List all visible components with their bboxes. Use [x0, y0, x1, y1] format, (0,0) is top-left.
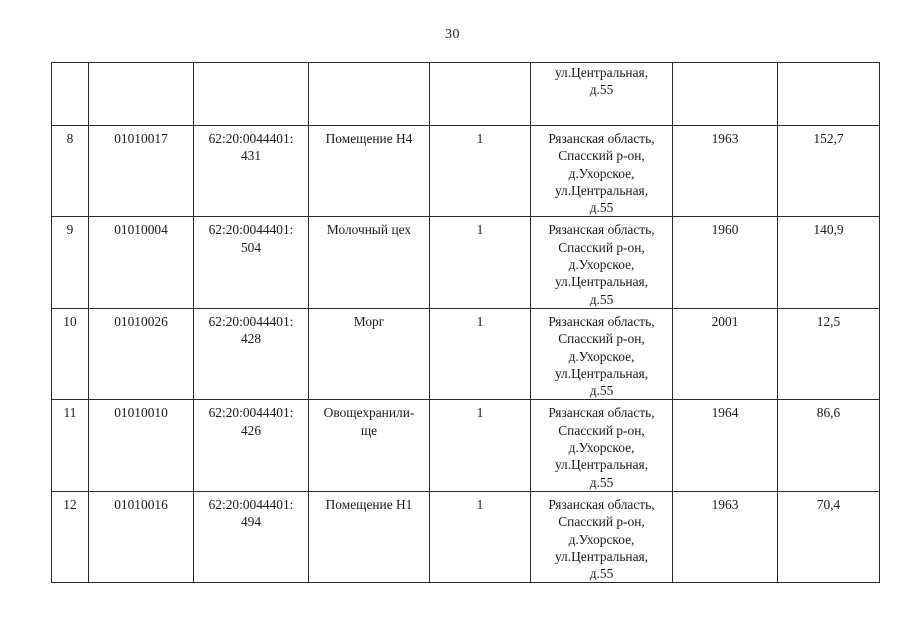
cadastral-number-line: 62:20:0044401:: [208, 496, 294, 512]
cell-quantity: [430, 63, 531, 126]
cell-object-name: [309, 308, 430, 399]
cell-year: 2001: [673, 308, 778, 399]
cell-cadastral-number: [194, 126, 309, 217]
table-row: [52, 126, 880, 217]
address-line: Спасский р-он,: [558, 331, 645, 347]
cell-year: [673, 63, 778, 126]
address-line: ул.Центральная,: [554, 65, 649, 80]
address-line: Рязанская область,: [548, 222, 655, 238]
cell-quantity: 1: [430, 400, 531, 491]
object-name-line: Молочный цех: [326, 222, 412, 238]
cell-address: [531, 308, 673, 399]
object-name-line: Помещение Н4: [325, 131, 413, 146]
cell-area: 86,6: [778, 400, 880, 491]
cell-address: [531, 217, 673, 308]
address-line: ул.Центральная,: [554, 457, 649, 473]
address-line: д.Ухорское,: [568, 348, 635, 364]
address-line: Рязанская область,: [548, 131, 655, 146]
cell-object-name: [309, 491, 430, 582]
cell-cadastral-number: [194, 308, 309, 399]
cell-inventory-number: 01010016: [89, 491, 194, 582]
object-name-line: ще: [360, 422, 378, 438]
cadastral-number-line: 62:20:0044401:: [208, 222, 294, 238]
address-line: Спасский р-он,: [558, 514, 645, 530]
address-line: д.55: [589, 383, 614, 399]
cell-number: 8: [52, 126, 89, 217]
address-line: д.55: [589, 566, 614, 582]
cell-area: 152,7: [778, 126, 880, 217]
address-line: д.Ухорское,: [568, 257, 635, 273]
address-line: д.Ухорское,: [568, 531, 635, 547]
cell-area: 70,4: [778, 491, 880, 582]
address-line: Рязанская область,: [548, 313, 655, 329]
address-line: д.55: [589, 291, 614, 307]
cell-quantity: 1: [430, 308, 531, 399]
cell-inventory-number: 01010017: [89, 126, 194, 217]
cell-quantity: 1: [430, 217, 531, 308]
cell-address: [531, 400, 673, 491]
cadastral-number-line: 504: [240, 239, 262, 255]
cadastral-number-line: 494: [240, 514, 262, 530]
cell-year: 1963: [673, 491, 778, 582]
cell-quantity: 1: [430, 491, 531, 582]
table-row: [52, 308, 880, 399]
cell-object-name: [309, 217, 430, 308]
cell-inventory-number: [89, 63, 194, 126]
cadastral-number-line: 62:20:0044401:: [208, 313, 294, 329]
table-row: [52, 491, 880, 582]
object-name-line: Помещение Н1: [325, 496, 413, 512]
object-name-line: Морг: [353, 313, 385, 329]
address-line: д.55: [589, 474, 614, 490]
cell-cadastral-number: [194, 217, 309, 308]
cell-inventory-number: 01010004: [89, 217, 194, 308]
cell-object-name: [309, 126, 430, 217]
cell-inventory-number: 01010010: [89, 400, 194, 491]
cell-address: [531, 126, 673, 217]
property-table: [51, 62, 880, 583]
table-row: [52, 400, 880, 491]
cell-object-name: [309, 63, 430, 126]
cell-address: [531, 491, 673, 582]
cell-number: [52, 63, 89, 126]
cell-cadastral-number: [194, 400, 309, 491]
cell-address: [531, 63, 673, 126]
cell-area: 12,5: [778, 308, 880, 399]
address-line: ул.Центральная,: [554, 548, 649, 564]
address-line: д.Ухорское,: [568, 440, 635, 456]
address-line: д.55: [589, 82, 614, 98]
cadastral-number-line: 62:20:0044401:: [208, 405, 294, 421]
address-line: д.Ухорское,: [568, 165, 635, 181]
cell-number: 10: [52, 308, 89, 399]
cadastral-number-line: 428: [240, 331, 262, 347]
cell-inventory-number: 01010026: [89, 308, 194, 399]
cell-number: 9: [52, 217, 89, 308]
cell-cadastral-number: [194, 63, 309, 126]
table-row-continuation: [52, 63, 880, 126]
address-line: Спасский р-он,: [558, 148, 645, 164]
object-name-line: Овощехранили-: [323, 405, 415, 421]
cadastral-number-line: 62:20:0044401:: [208, 131, 294, 146]
address-line: Рязанская область,: [548, 405, 655, 421]
address-line: ул.Центральная,: [554, 182, 649, 198]
address-line: Рязанская область,: [548, 496, 655, 512]
address-line: д.55: [589, 200, 614, 216]
address-line: Спасский р-он,: [558, 422, 645, 438]
cell-object-name: [309, 400, 430, 491]
page-number: 30: [445, 27, 460, 42]
address-line: ул.Центральная,: [554, 365, 649, 381]
address-line: ул.Центральная,: [554, 274, 649, 290]
cell-quantity: 1: [430, 126, 531, 217]
cell-year: 1960: [673, 217, 778, 308]
cell-area: 140,9: [778, 217, 880, 308]
cadastral-number-line: 426: [240, 422, 262, 438]
cell-cadastral-number: [194, 491, 309, 582]
table-row: [52, 217, 880, 308]
cell-year: 1964: [673, 400, 778, 491]
address-line: Спасский р-он,: [558, 239, 645, 255]
cadastral-number-line: 431: [240, 148, 262, 164]
cell-number: 11: [52, 400, 89, 491]
table-body: [52, 63, 880, 583]
cell-year: 1963: [673, 126, 778, 217]
cell-area: [778, 63, 880, 126]
cell-number: 12: [52, 491, 89, 582]
